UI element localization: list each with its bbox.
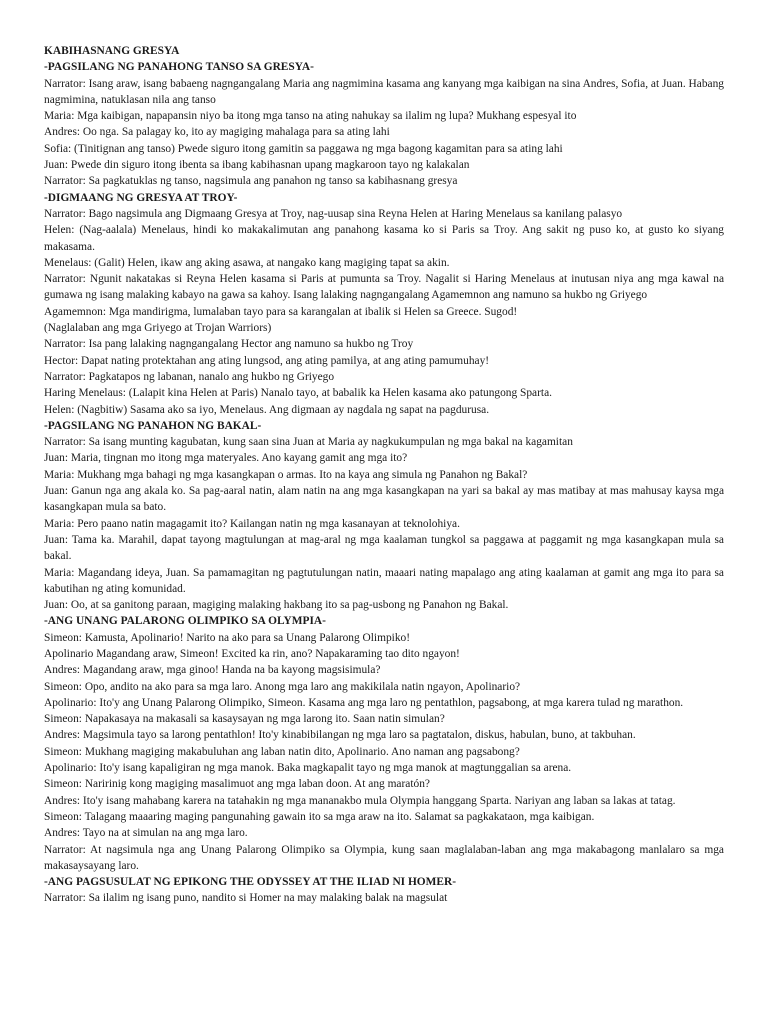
dialogue-line: Juan: Maria, tingnan mo itong mga materyales. Ano kayang gamit ang mga ito? bbox=[44, 452, 408, 465]
dialogue-line: Haring Menelaus: (Lalapit kina Helen at Paris) Nanalo tayo, at babalik ka Helen kasama ako patungong Sparta. bbox=[44, 387, 552, 400]
dialogue-line: (Naglalaban ang mga Griyego at Trojan Warriors) bbox=[44, 322, 272, 335]
dialogue-line: Narrator: Pagkatapos ng labanan, nanalo ang hukbo ng Griyego bbox=[44, 370, 335, 383]
dialogue-line: Apolinario: Ito'y ang Unang Palarong Olimpiko, Simeon. Kasama ang mga laro ng pentathlon, pagsabong, at mga karera tulad ng marathon. bbox=[44, 696, 684, 709]
dialogue-line: Andres: Ito'y isang mahabang karera na tatahakin ng mga mananakbo mula Olympia hanggang Sparta. Nariyan ang laban sa lakas at tatag. bbox=[44, 794, 676, 807]
dialogue-line: Helen: (Nag-aalala) Menelaus, hindi ko makakalimutan ang panahong kasama ko si Paris sa Troy. Ang sakit ng puso ko, at gusto ko siyang makasama. bbox=[44, 224, 724, 253]
dialogue-line: Andres: Magandang araw, mga ginoo! Handa na ba kayong magsisimula? bbox=[44, 664, 381, 677]
dialogue-line: Menelaus: (Galit) Helen, ikaw ang aking asawa, at nangako kang magiging tapat sa akin. bbox=[44, 256, 450, 269]
dialogue-line: Juan: Pwede din siguro itong ibenta sa ibang kabihasnan upang magkaroon tayo ng kalakalan bbox=[44, 159, 470, 172]
dialogue-line: Simeon: Kamusta, Apolinario! Narito na ako para sa Unang Palarong Olimpiko! bbox=[44, 631, 411, 644]
dialogue-line: Maria: Mga kaibigan, napapansin niyo ba itong mga tanso na ating nahukay sa ilalim ng lupa? Mukhang espesyal ito bbox=[44, 110, 577, 123]
dialogue-line: Juan: Ganun nga ang akala ko. Sa pag-aaral natin, alam natin na ang mga kasangkapan na yari sa bakal ay mas matibay at mas mahusay kaysa mga kasangkapan mula sa bato. bbox=[44, 485, 724, 514]
dialogue-line: Narrator: Sa pagkatuklas ng tanso, nagsimula ang panahon ng tanso sa kabihasnang gresya bbox=[44, 175, 458, 188]
dialogue-line: Helen: (Nagbitiw) Sasama ako sa iyo, Menelaus. Ang digmaan ay nagdala ng sapat na pagdurusa. bbox=[44, 403, 490, 416]
document-title: KABIHASNANG GRESYA bbox=[44, 45, 180, 57]
section-heading: -PAGSILANG NG PANAHON NG BAKAL- bbox=[44, 419, 262, 432]
section-heading: -DIGMAANG NG GRESYA AT TROY- bbox=[44, 191, 238, 204]
section-heading: -PAGSILANG NG PANAHONG TANSO SA GRESYA- bbox=[44, 61, 314, 74]
dialogue-line: Maria: Mukhang mga bahagi ng mga kasangkapan o armas. Ito na kaya ang simula ng Panahon ng Bakal? bbox=[44, 468, 528, 481]
dialogue-line: Andres: Magsimula tayo sa larong pentathlon! Ito'y kinabibilangan ng mga laro sa pagtatalon, diskus, habulan, buno, at takbuhan. bbox=[44, 729, 636, 742]
dialogue-line: Andres: Oo nga. Sa palagay ko, ito ay magiging mahalaga para sa ating lahi bbox=[44, 126, 390, 139]
section-heading: -ANG UNANG PALARONG OLIMPIKO SA OLYMPIA- bbox=[44, 615, 326, 628]
dialogue-line: Simeon: Talagang maaaring maging pangunahing gawain ito sa mga araw na ito. Salamat sa pagkakataon, mga kaibigan. bbox=[44, 810, 595, 823]
dialogue-line: Narrator: Isa pang lalaking nagngangalang Hector ang namuno sa hukbo ng Troy bbox=[44, 338, 414, 351]
dialogue-line: Narrator: Isang araw, isang babaeng nagngangalang Maria ang nagmimina kasama ang kanyang mga kaibigan na sina Andres, Sofia, at Juan. Habang nagmimina, natuklasan nila ang tanso bbox=[44, 77, 724, 106]
dialogue-line: Maria: Pero paano natin magagamit ito? Kailangan natin ng mga kasanayan at teknolohiya. bbox=[44, 517, 460, 530]
dialogue-line: Narrator: At nagsimula nga ang Unang Palarong Olimpiko sa Olympia, kung saan maglalaban-laban ang mga makabagong manlalaro sa mga makasaysayang laro. bbox=[44, 843, 724, 872]
dialogue-line: Narrator: Bago nagsimula ang Digmaang Gresya at Troy, nag-uusap sina Reyna Helen at Haring Menelaus sa kanilang palasyo bbox=[44, 207, 623, 220]
dialogue-line: Apolinario: Ito'y isang kapaligiran ng mga manok. Baka magkapalit tayo ng mga manok at magtunggalian sa arena. bbox=[44, 762, 572, 775]
dialogue-line: Juan: Oo, at sa ganitong paraan, magiging malaking hakbang ito sa pag-usbong ng Panahon ng Bakal. bbox=[44, 599, 509, 612]
dialogue-line: Narrator: Sa ilalim ng isang puno, nandito si Homer na may malaking balak na magsulat bbox=[44, 892, 448, 905]
section-heading: -ANG PAGSUSULAT NG EPIKONG THE ODYSSEY AT THE ILIAD NI HOMER- bbox=[44, 876, 457, 889]
dialogue-line: Narrator: Sa isang munting kagubatan, kung saan sina Juan at Maria ay nagkukumpulan ng mga bakal na kagamitan bbox=[44, 436, 573, 449]
document-page bbox=[44, 43, 724, 907]
document-body bbox=[44, 59, 724, 906]
dialogue-line: Sofia: (Tinitignan ang tanso) Pwede siguro itong gamitin sa paggawa ng mga bagong kagamitan para sa ating lahi bbox=[44, 142, 563, 155]
dialogue-line: Maria: Magandang ideya, Juan. Sa pamamagitan ng pagtutulungan natin, maaari nating mapalago ang ating kaalaman at gamit ang mga ito para sa kabutihan ng ating komunidad. bbox=[44, 566, 724, 595]
dialogue-line: Andres: Tayo na at simulan na ang mga laro. bbox=[44, 827, 248, 840]
dialogue-line: Juan: Tama ka. Marahil, dapat tayong magtulungan at mag-aral ng mga kaalaman tungkol sa paggawa at paggamit ng mga kasangkapan mula sa bakal. bbox=[44, 533, 724, 563]
dialogue-line: Narrator: Ngunit nakatakas si Reyna Helen kasama si Paris at pumunta sa Troy. Nagalit si Haring Menelaus at inutusan niya ang mga kawal na gumawa ng isang malaking kabayo na gawa sa kahoy. Isang lalaking nagngangalang Agamemnon ang namuno sa hukbo ng Griyego bbox=[44, 273, 724, 302]
dialogue-line: Hector: Dapat nating protektahan ang ating lungsod, ang ating pamilya, at ang ating pamumuhay! bbox=[44, 354, 490, 367]
dialogue-line: Simeon: Napakasaya na makasali sa kasaysayan ng mga larong ito. Saan natin simulan? bbox=[44, 713, 445, 726]
dialogue-line: Agamemnon: Mga mandirigma, lumalaban tayo para sa karangalan at ibalik si Helen sa Greece. Sugod! bbox=[44, 305, 518, 318]
dialogue-line: Simeon: Mukhang magiging makabuluhan ang laban natin dito, Apolinario. Ano naman ang pagsabong? bbox=[44, 745, 520, 758]
dialogue-line: Simeon: Naririnig kong magiging masalimuot ang mga laban doon. At ang maratón? bbox=[44, 778, 430, 791]
dialogue-line: Simeon: Opo, andito na ako para sa mga laro. Anong mga laro ang makikilala natin ngayon, Apolinario? bbox=[44, 680, 521, 693]
dialogue-line: Apolinario Magandang araw, Simeon! Excited ka rin, ano? Napakaraming tao dito ngayon! bbox=[44, 647, 460, 660]
